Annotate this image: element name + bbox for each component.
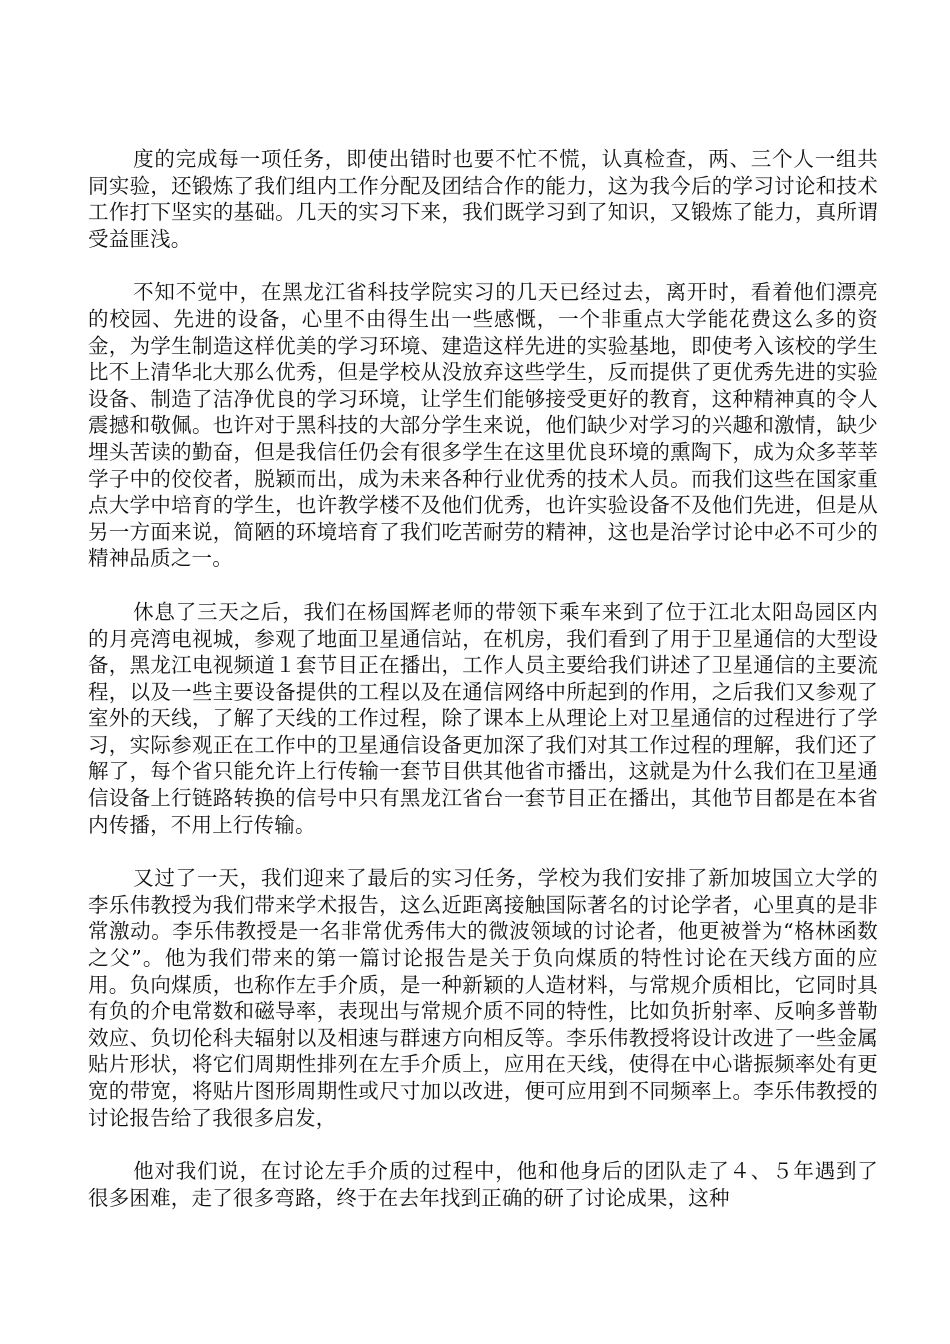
paragraph-campus-reflection: 不知不觉中，在黑龙江省科技学院实习的几天已经过去，离开时，看着他们漂亮的校园、先进的设备，心里不由得生出一些感慨，一个非重点大学能花费这么多的资金，为学生制造这样优美的学习环境、建造这样先进的实验基地，即使考入该校的学生比不上清华北大那么优秀，但是学校从没放弃这些学生，反而提供了更优秀先进的实验设备、制造了洁净优良的学习环境，让学生们能够接受更好的教育，这种精神真的令人震撼和敬佩。也许对于黑科技的大部分学生来说，他们缺少对学习的兴趣和激情，缺少埋头苦读的勤奋，但是我信任仍会有很多学生在这里优良环境的熏陶下，成为众多莘莘学子中的佼佼者，脱颖而出，成为未来各种行业优秀的技术人员。而我们这些在国家重点大学中培育的学生，也许教学楼不及他们优秀，也许实验设备不及他们先进，但是从另一方面来说，简陋的环境培育了我们吃苦耐劳的精神，这也是治学讨论中必不可少的精神品质之一。 (88, 280, 878, 571)
paragraph-satellite-visit: 休息了三天之后，我们在杨国辉老师的带领下乘车来到了位于江北太阳岛园区内的月亮湾电视城，参观了地面卫星通信站，在机房，我们看到了用于卫星通信的大型设备，黑龙江电视频道１套节目正在播出，工作人员主要给我们讲述了卫星通信的主要流程，以及一些主要设备提供的工程以及在通信网络中所起到的作用，之后我们又参观了室外的天线，了解了天线的工作过程，除了课本上从理论上对卫星通信的过程进行了学习，实际参观正在工作中的卫星通信设备更加深了我们对其工作过程的理解，我们还了解了，每个省只能允许上行传输一套节目供其他省市播出，这就是为什么我们在卫星通信设备上行链路转换的信号中只有黑龙江省台一套节目正在播出，其他节目都是在本省内传播，不用上行传输。 (88, 599, 878, 837)
paragraph-continuation: 度的完成每一项任务，即使出错时也要不忙不慌，认真检查，两、三个人一组共同实验，还锻炼了我们组内工作分配及团结合作的能力，这为我今后的学习讨论和技术工作打下坚实的基础。几天的实习下来，我们既学习到了知识，又锻炼了能力，真所谓受益匪浅。 (88, 147, 878, 251)
document-body (88, 146, 878, 1238)
paragraph-lecture: 又过了一天，我们迎来了最后的实习任务，学校为我们安排了新加坡国立大学的李乐伟教授为我们带来学术报告，这么近距离接触国际著名的讨论学者，心里真的是非常激动。李乐伟教授是一名非常优秀伟大的微波领域的讨论者，他更被誉为“格林函数之父”。他为我们带来的第一篇讨论报告是关于负向煤质的特性讨论在天线方面的应用。负向煤质，也称作左手介质，是一种新颖的人造材料，与常规介质相比，它同时具有负的介电常数和磁导率，表现出与常规介质不同的特性，比如负折射率、反响多普勒效应、负切伦科夫辐射以及相速与群速方向相反等。李乐伟教授将设计改进了一些金属贴片形状，将它们周期性排列在左手介质上，应用在天线，使得在中心谐振频率处有更宽的带宽，将贴片图形周期性或尺寸加以改进，便可应用到不同频率上。李乐伟教授的讨论报告给了我很多启发， (88, 866, 878, 1130)
paragraph-research-story: 他对我们说，在讨论左手介质的过程中，他和他身后的团队走了４、５年遇到了很多困难，走了很多弯路，终于在去年找到正确的研了讨论成果，这种 (88, 1159, 878, 1210)
